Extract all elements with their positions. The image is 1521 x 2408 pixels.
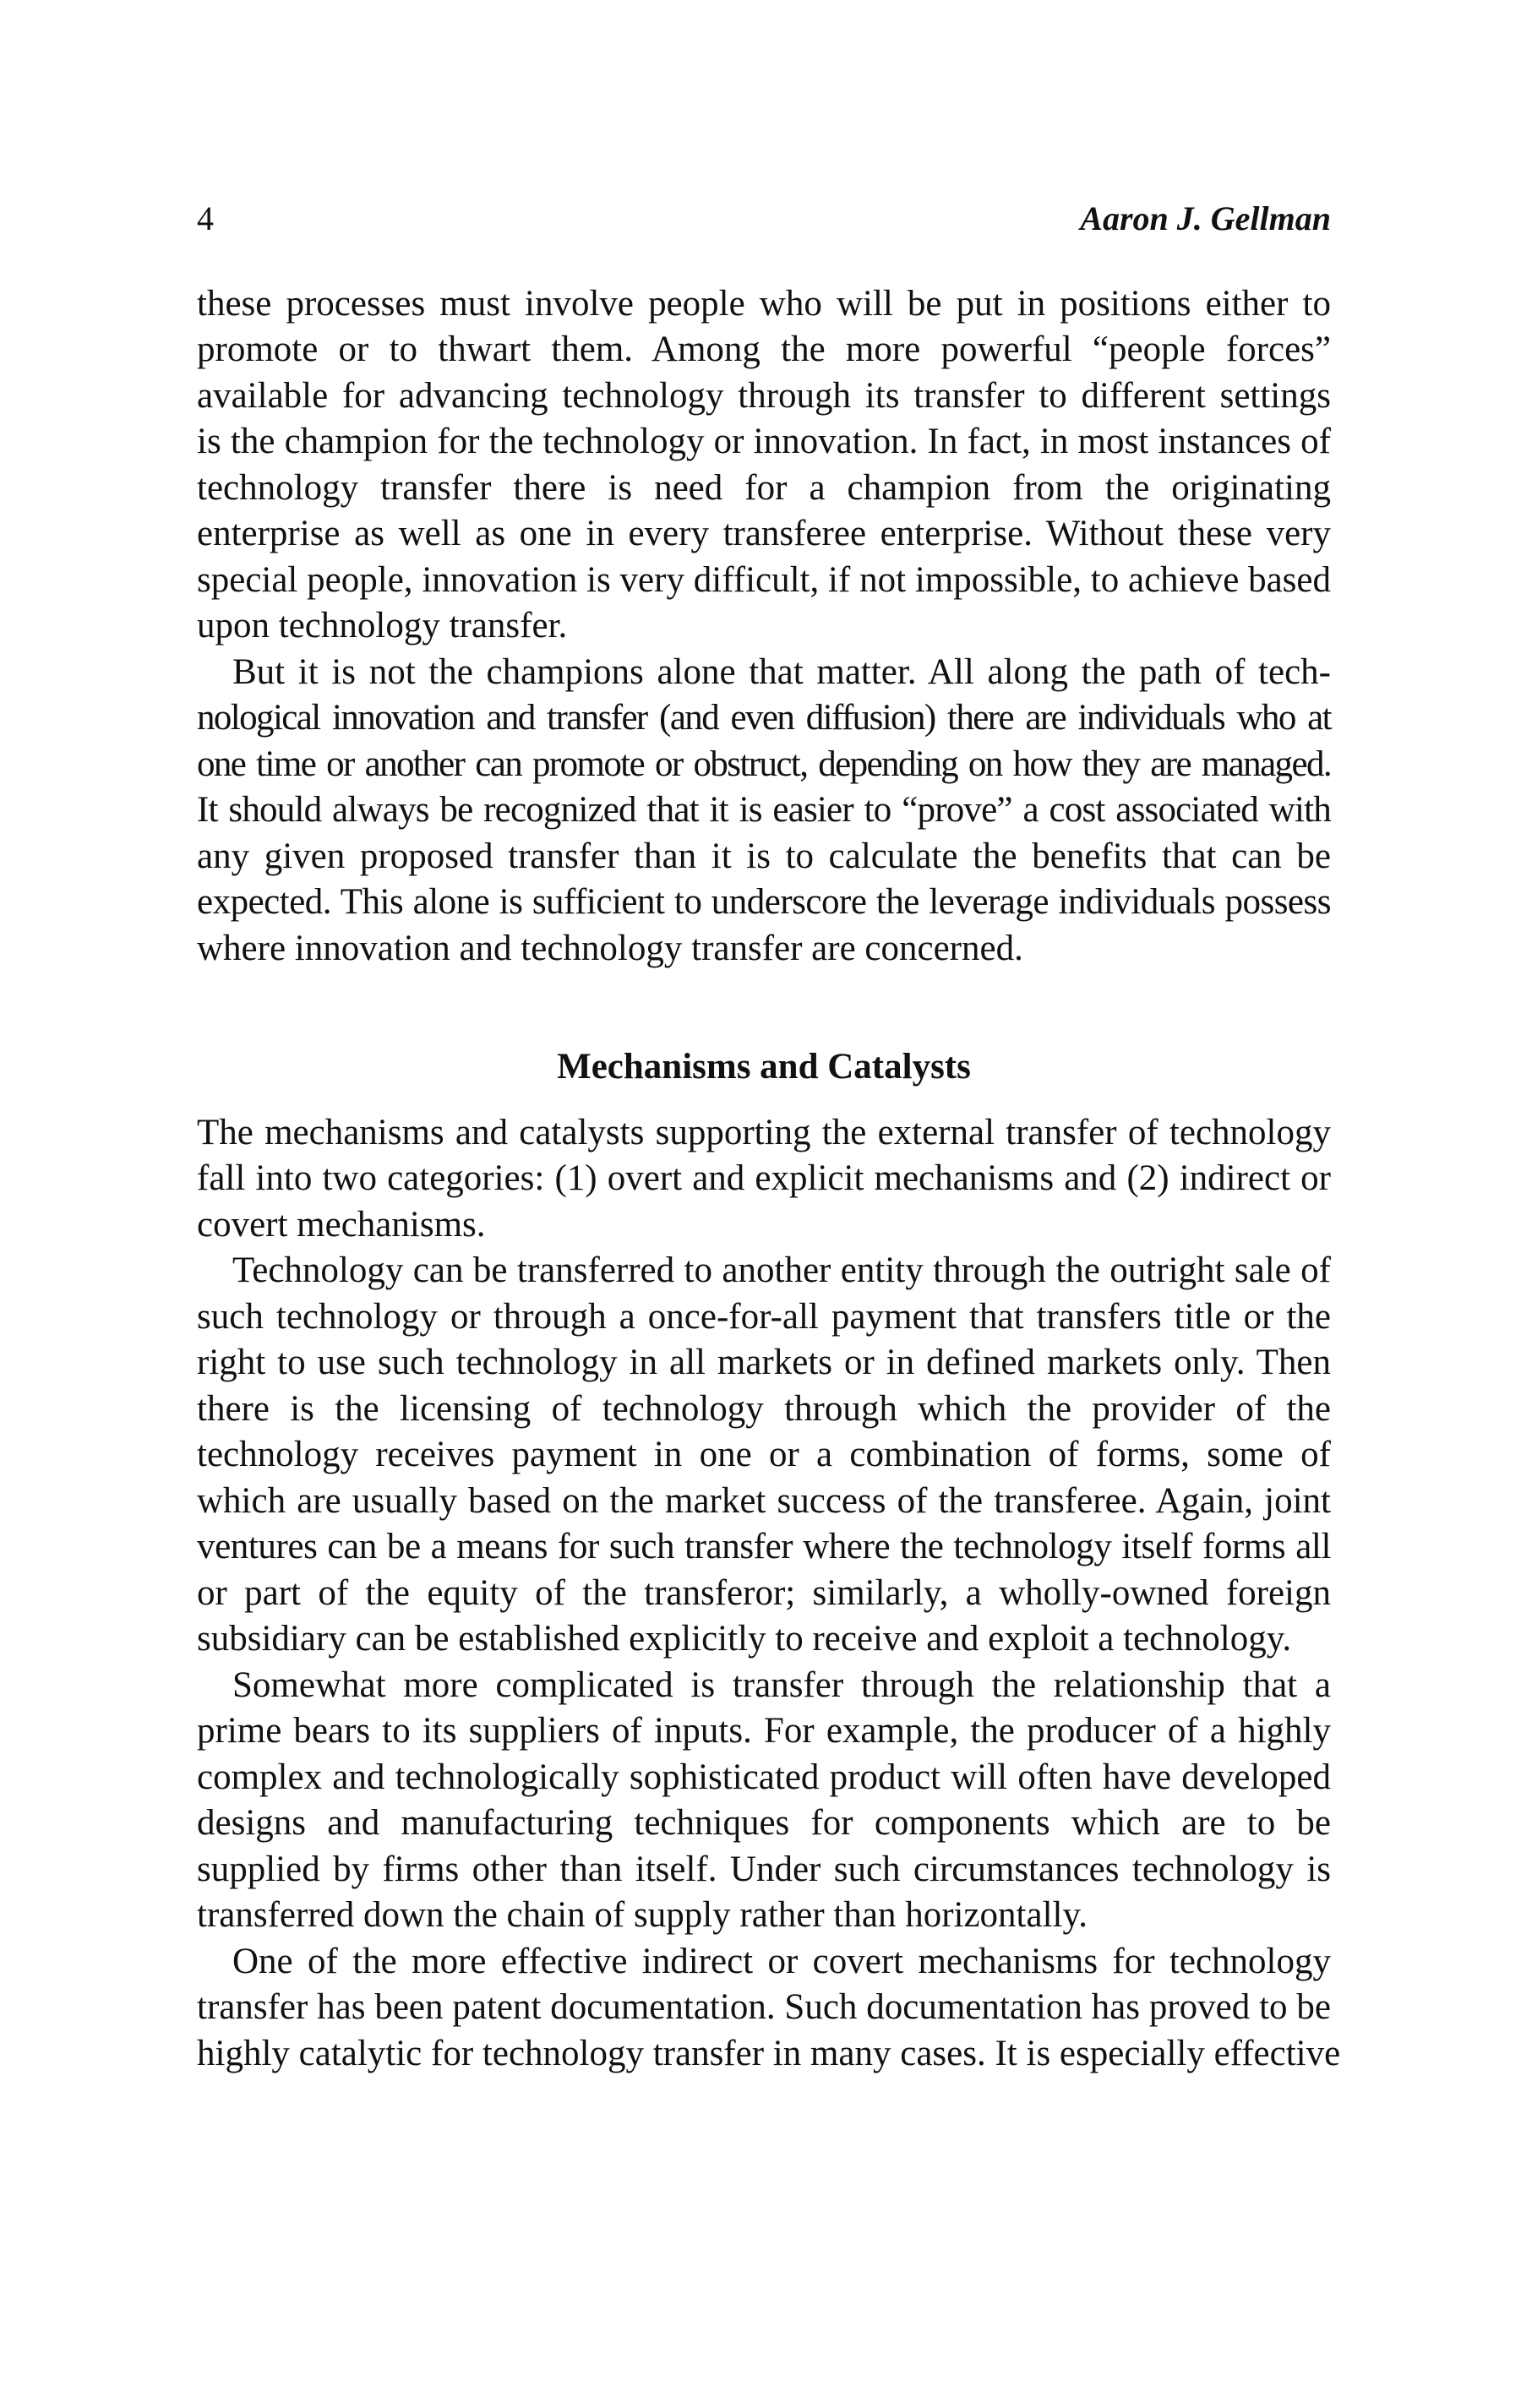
text-line: highly catalytic for technology transfer in many cases. It is especially effective bbox=[197, 2034, 1341, 2073]
page-number: 4 bbox=[197, 199, 214, 237]
text-line: promote or to thwart them. Among the more powerful “people forces” bbox=[197, 330, 1331, 369]
text-line: technology transfer there is need for a champion from the originating bbox=[197, 468, 1331, 508]
text-line: such technology or through a once-for-all payment that transfers title or the bbox=[197, 1297, 1331, 1337]
running-head-author: Aaron J. Gellman bbox=[1080, 199, 1331, 237]
text-line: technology receives payment in one or a combination of forms, some of bbox=[197, 1435, 1331, 1474]
text-line: But it is not the champions alone that matter. All along the path of tech- bbox=[232, 652, 1331, 692]
text-line: or part of the equity of the transferor; similarly, a wholly-owned foreign bbox=[197, 1573, 1331, 1613]
text-line: nological innovation and transfer (and even diffusion) there are individuals who at bbox=[197, 698, 1331, 738]
text-line: is the champion for the technology or innovation. In fact, in most instances of bbox=[197, 422, 1331, 461]
text-line: It should always be recognized that it is easier to “prove” a cost associated with bbox=[197, 790, 1331, 830]
text-line: ventures can be a means for such transfer where the technology itself forms all bbox=[197, 1527, 1331, 1566]
text-line: fall into two categories: (1) overt and explicit mechanisms and (2) indirect or bbox=[197, 1158, 1331, 1198]
text-line: transfer has been patent documentation. Such documentation has proved to be bbox=[197, 1987, 1331, 2027]
text-line: these processes must involve people who will be put in positions either to bbox=[197, 284, 1331, 324]
text-line: special people, innovation is very difficult, if not impossible, to achieve based bbox=[197, 560, 1331, 600]
text-line: which are usually based on the market success of the transferee. Again, joint bbox=[197, 1481, 1331, 1521]
text-line: transferred down the chain of supply rather than horizontally. bbox=[197, 1895, 1088, 1935]
text-line: prime bears to its suppliers of inputs. For example, the producer of a highly bbox=[197, 1711, 1331, 1751]
text-line: expected. This alone is sufficient to underscore the leverage individuals possess bbox=[197, 882, 1331, 922]
text-line: there is the licensing of technology through which the provider of the bbox=[197, 1389, 1331, 1429]
text-line: Technology can be transferred to another entity through the outright sale of bbox=[232, 1250, 1331, 1290]
text-line: complex and technologically sophisticated product will often have developed bbox=[197, 1757, 1331, 1797]
running-head bbox=[197, 198, 1331, 240]
text-line: one time or another can promote or obstruct, depending on how they are managed. bbox=[197, 744, 1331, 784]
text-line: subsidiary can be established explicitly to receive and exploit a technology. bbox=[197, 1619, 1292, 1659]
text-line: Somewhat more complicated is transfer through the relationship that a bbox=[232, 1665, 1331, 1705]
text-line: One of the more effective indirect or covert mechanisms for technology bbox=[232, 1942, 1331, 1981]
text-line: supplied by firms other than itself. Under such circumstances technology is bbox=[197, 1850, 1331, 1889]
text-line: The mechanisms and catalysts supporting the external transfer of technology bbox=[197, 1113, 1331, 1152]
text-line: designs and manufacturing techniques for components which are to be bbox=[197, 1803, 1331, 1843]
text-line: any given proposed transfer than it is to calculate the benefits that can be bbox=[197, 836, 1331, 876]
text-line: upon technology transfer. bbox=[197, 606, 568, 646]
text-line: covert mechanisms. bbox=[197, 1205, 486, 1245]
text-line: where innovation and technology transfer are concerned. bbox=[197, 929, 1023, 968]
text-line: enterprise as well as one in every transferee enterprise. Without these very bbox=[197, 514, 1331, 553]
text-line: right to use such technology in all markets or in defined markets only. Then bbox=[197, 1343, 1331, 1382]
text-line: available for advancing technology through its transfer to different settings bbox=[197, 376, 1331, 416]
section-heading: Mechanisms and Catalysts bbox=[557, 1047, 971, 1087]
